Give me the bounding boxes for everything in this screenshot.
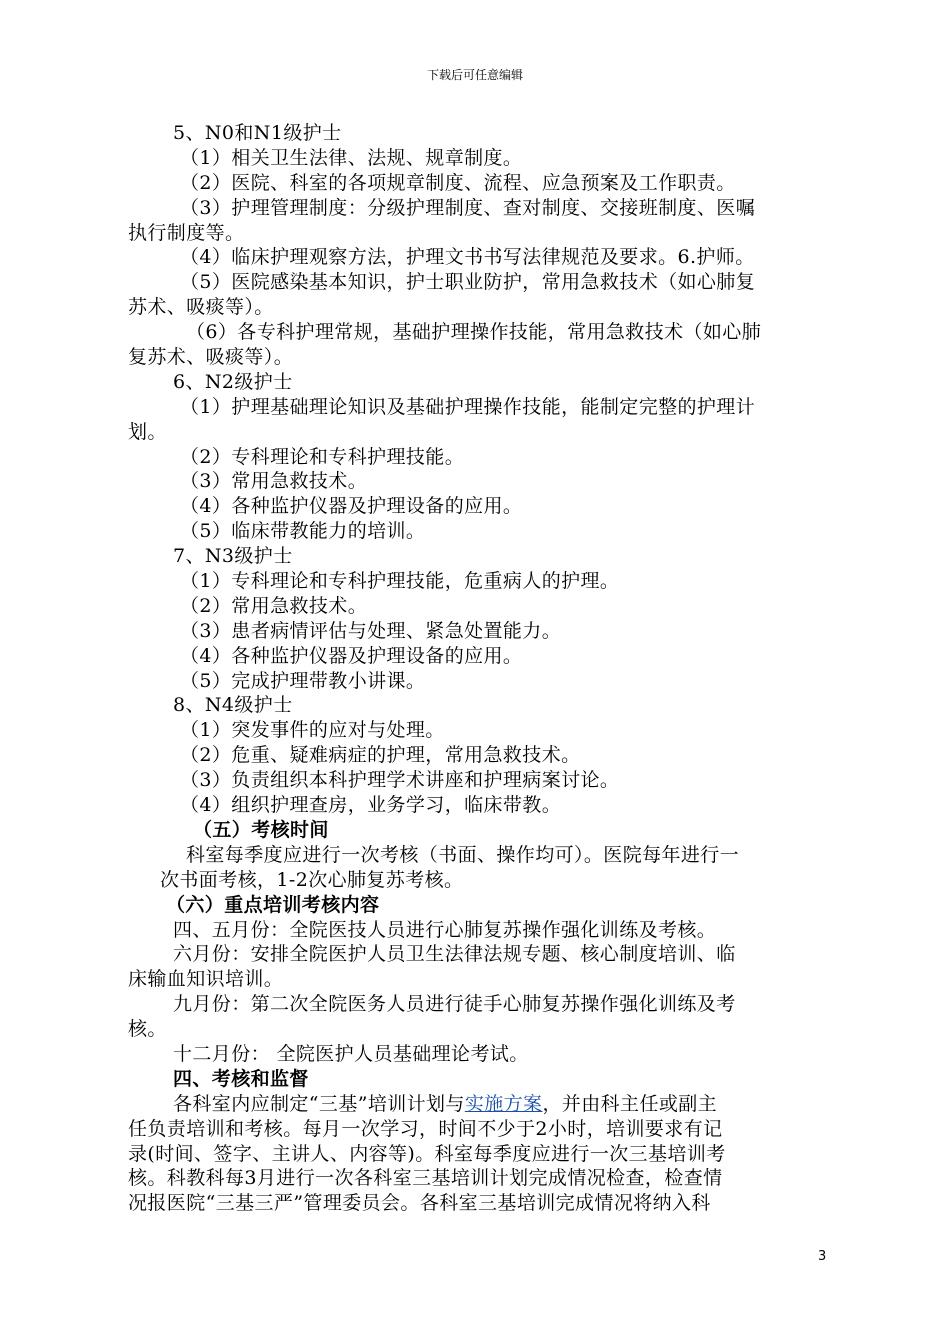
- paragraph-line: 任负责培训和考核。每月一次学习，时间不少于2小时，培训要求有记: [128, 1117, 723, 1140]
- paragraph-line: 九月份：第二次全院医务人员进行徒手心肺复苏操作强化训练及考: [173, 993, 736, 1016]
- list-item: （4）各种监护仪器及护理设备的应用。: [180, 495, 523, 518]
- implementation-plan-link[interactable]: 实施方案: [464, 1092, 543, 1115]
- list-item: （1）护理基础理论知识及基础护理操作技能，能制定完整的护理计: [180, 395, 756, 418]
- list-item: （4）组织护理查房，业务学习，临床带教。: [180, 794, 562, 817]
- paragraph-line: [128, 1092, 834, 1117]
- section-heading-n4: 8、N4级护士: [173, 694, 293, 717]
- paragraph-line: 况报医院“三基三严”管理委员会。各科室三基培训完成情况将纳入科: [128, 1192, 711, 1215]
- list-item: （5）临床带教能力的培训。: [180, 520, 426, 543]
- paragraph-line: 核。科教科每3月进行一次各科室三基培训计划完成情况检查，检查情: [128, 1167, 723, 1190]
- list-item-continuation: 执行制度等。: [128, 221, 245, 244]
- section-heading-key-training: （六）重点培训考核内容: [166, 893, 380, 916]
- list-item: （3）常用急救技术。: [180, 470, 368, 493]
- section-heading-exam-time: （五）考核时间: [193, 818, 329, 841]
- list-item: （1）突发事件的应对与处理。: [180, 719, 445, 742]
- page-header: 下载后可任意编辑: [426, 68, 523, 82]
- document-body: [128, 121, 834, 1216]
- section-heading-n0-n1: 5、N0和N1级护士: [173, 122, 342, 144]
- list-item: （2）常用急救技术。: [180, 594, 368, 617]
- list-item: （2）专科理论和专科护理技能。: [180, 445, 465, 468]
- list-item: （4）临床护理观察方法，护理文书书写法律规范及要求。6.护师。: [180, 246, 755, 269]
- paragraph-text: 各科室内应制定“三基”培训计划与: [173, 1092, 465, 1115]
- list-item: （3）护理管理制度：分级护理制度、查对制度、交接班制度、医嘱: [180, 196, 756, 219]
- section-heading-n3: 7、N3级护士: [173, 545, 293, 568]
- paragraph-text: ，并由科主任或副主: [542, 1092, 718, 1115]
- list-item-continuation: 苏术、吸痰等）。: [128, 296, 274, 319]
- list-item: （5）医院感染基本知识，护士职业防护，常用急救技术（如心肺复: [180, 271, 756, 294]
- list-item: （4）各种监护仪器及护理设备的应用。: [180, 644, 523, 667]
- list-item: （6）各专科护理常规，基础护理操作技能，常用急救技术（如心肺: [186, 321, 762, 344]
- section-heading-assessment: 四、考核和监督: [173, 1067, 309, 1090]
- paragraph-line: 科室每季度应进行一次考核（书面、操作均可）。医院每年进行一: [186, 843, 740, 866]
- list-item: （2）医院、科室的各项规章制度、流程、应急预案及工作职责。: [180, 171, 736, 194]
- list-item: （3）负责组织本科护理学术讲座和护理病案讨论。: [180, 769, 620, 792]
- list-item-continuation: 复苏术、吸痰等）。: [128, 346, 294, 369]
- paragraph-line: 六月份：安排全院医护人员卫生法律法规专题、核心制度培训、临: [173, 943, 736, 966]
- section-heading-n2: 6、N2级护士: [173, 370, 293, 393]
- paragraph-line: 床输血知识培训。: [128, 968, 284, 991]
- list-item: （1）专科理论和专科护理技能，危重病人的护理。: [180, 570, 620, 593]
- list-item: （1）相关卫生法律、法规、规章制度。: [180, 146, 523, 169]
- paragraph-line: 四、五月份：全院医技人员进行心肺复苏操作强化训练及考核。: [173, 918, 717, 941]
- list-item: （2）危重、疑难病症的护理，常用急救技术。: [180, 744, 581, 767]
- list-item-continuation: 划。: [128, 420, 167, 443]
- list-item: （3）患者病情评估与处理、紧急处置能力。: [180, 619, 562, 642]
- list-item: （5）完成护理带教小讲课。: [180, 669, 426, 692]
- paragraph-line: 十二月份： 全院医护人员基础理论考试。: [173, 1042, 529, 1065]
- page-number: 3: [818, 1249, 827, 1264]
- paragraph-line: 核。: [128, 1018, 167, 1041]
- paragraph-line: 次书面考核，1-2次心肺复苏考核。: [160, 868, 464, 891]
- paragraph-line: 录(时间、签字、主讲人、内容等)。科室每季度应进行一次三基培训考: [128, 1142, 726, 1165]
